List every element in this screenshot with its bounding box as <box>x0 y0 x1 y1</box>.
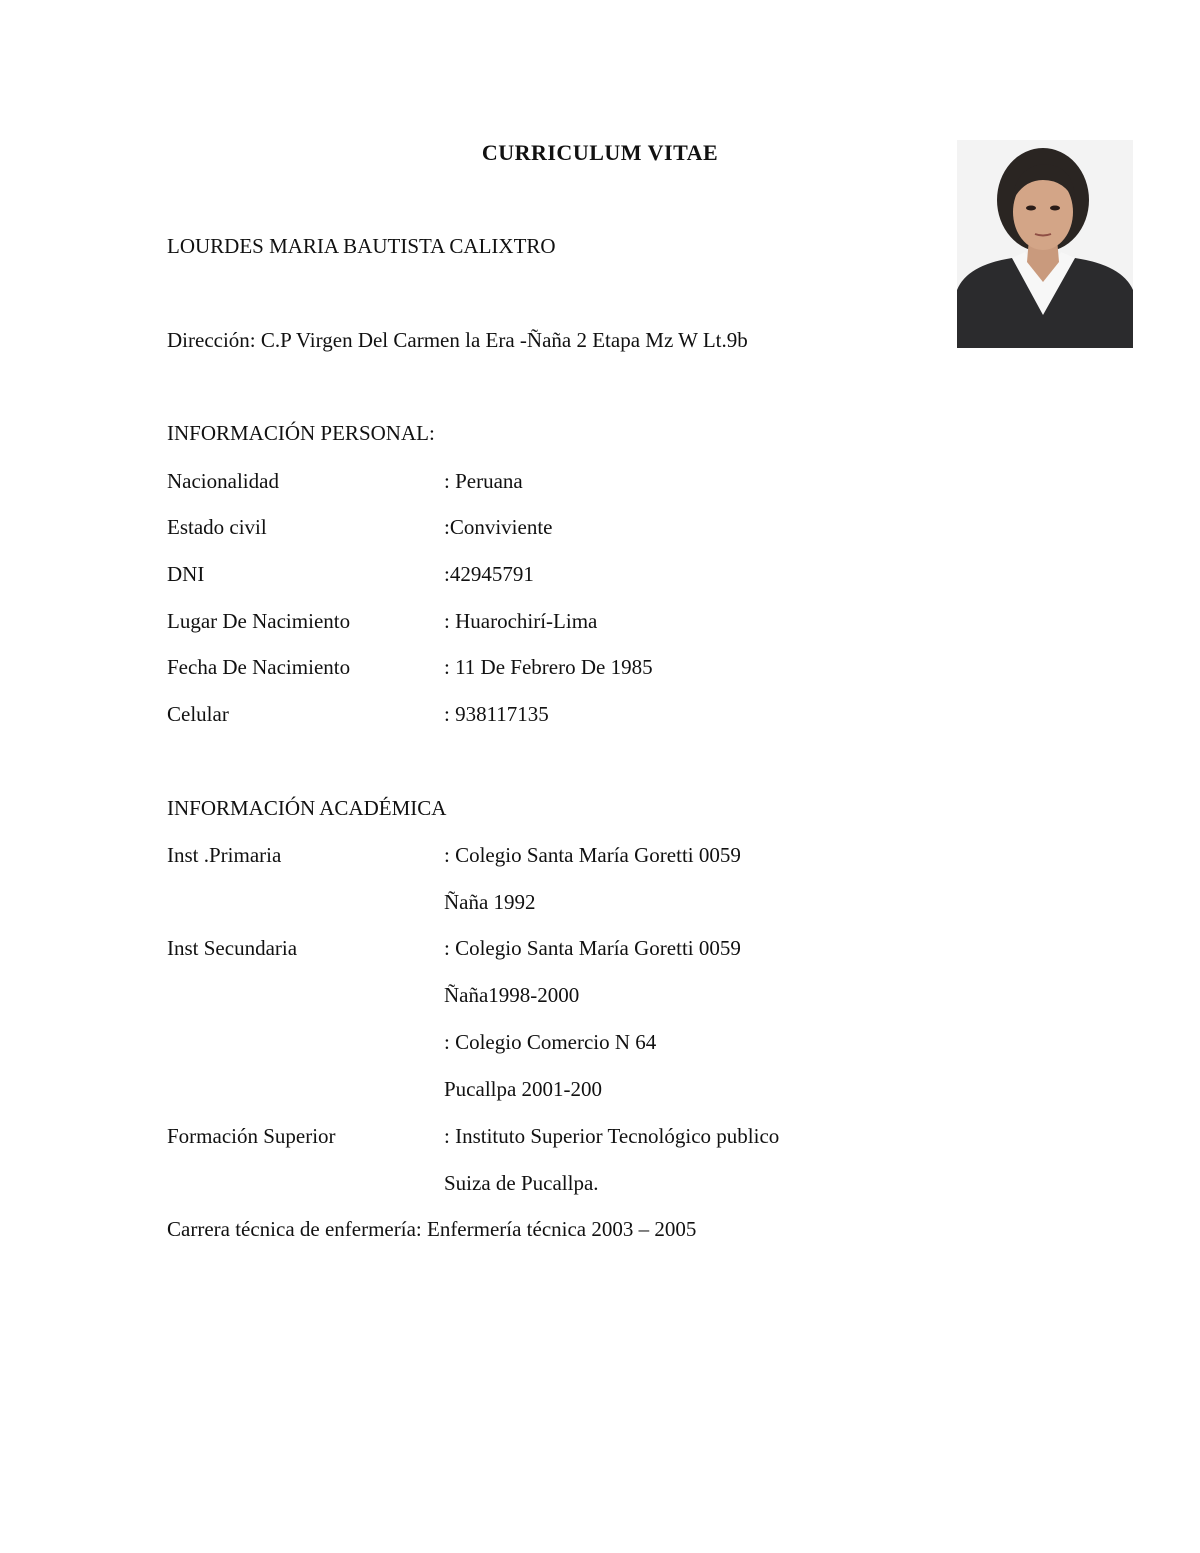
birthdate-label: Fecha De Nacimiento <box>167 655 351 679</box>
dni-value: :42945791 <box>444 562 534 586</box>
higher-education-institute: : Instituto Superior Tecnológico publico <box>444 1124 780 1148</box>
secondary-year-2: Pucallpa 2001-200 <box>444 1077 603 1101</box>
document-title: CURRICULUM VITAE <box>481 140 719 165</box>
higher-education-city: Suiza de Pucallpa. <box>444 1171 599 1195</box>
primary-year: Ñaña 1992 <box>444 890 536 914</box>
nationality-value: : Peruana <box>444 469 523 493</box>
higher-education-label: Formación Superior <box>167 1124 336 1148</box>
birthplace-label: Lugar De Nacimiento <box>167 609 351 633</box>
full-name: LOURDES MARIA BAUTISTA CALIXTRO <box>167 234 556 258</box>
secondary-label: Inst Secundaria <box>167 936 298 960</box>
birthplace-value: : Huarochirí-Lima <box>444 609 598 633</box>
academic-heading: INFORMACIÓN ACADÉMICA <box>167 796 447 820</box>
address-value: C.P Virgen Del Carmen la Era -Ñaña 2 Etapa Mz W Lt.9b <box>260 328 748 352</box>
address-line <box>167 326 748 354</box>
dni-label: DNI <box>167 562 205 586</box>
secondary-year-1: Ñaña1998-2000 <box>444 983 580 1007</box>
personal-heading: INFORMACIÓN PERSONAL: <box>167 421 435 445</box>
primary-school: : Colegio Santa María Goretti 0059 <box>444 843 741 867</box>
civil-status-value: :Conviviente <box>444 515 553 539</box>
primary-label: Inst .Primaria <box>167 843 282 867</box>
address-label: Dirección: <box>167 328 256 352</box>
secondary-school-1: : Colegio Santa María Goretti 0059 <box>444 936 741 960</box>
portrait-icon <box>957 140 1133 348</box>
nationality-label: Nacionalidad <box>167 469 279 493</box>
phone-value: : 938117135 <box>444 702 549 726</box>
phone-label: Celular <box>167 702 229 726</box>
secondary-school-2: : Colegio Comercio N 64 <box>444 1030 657 1054</box>
portrait-photo <box>957 140 1133 348</box>
birthdate-value: : 11 De Febrero De 1985 <box>444 655 653 679</box>
career-line: Carrera técnica de enfermería: Enfermería técnica 2003 – 2005 <box>167 1217 697 1241</box>
civil-status-label: Estado civil <box>167 515 267 539</box>
